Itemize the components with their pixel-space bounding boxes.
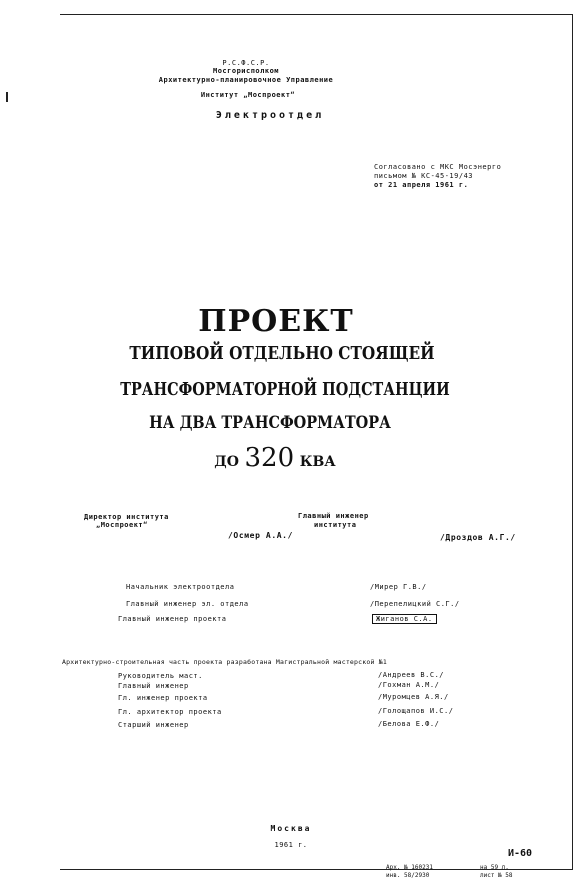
approval-line-1: Согласовано с МКС Мосэнерго [374, 163, 502, 171]
title-unit: КВА [299, 454, 336, 470]
arch-heading: Архитектурно-строительная часть проекта разработана Магистральной мастерской №1 [62, 658, 387, 666]
footer-code: И-60 [508, 848, 533, 859]
electro-role-2: Главный инженер эл. отдела [126, 600, 249, 608]
arch-name-1: /Андреев В.С./ [378, 671, 445, 679]
arch-name-2: /Гохман А.М./ [378, 681, 440, 689]
footer-sheet-number: лист № 58 [480, 872, 513, 879]
chief-engineer-name: /Дроздов А.Г./ [440, 533, 516, 542]
director-name: /Осмер А.А./ [228, 531, 293, 540]
director-org: „Моспроект“ [96, 521, 148, 529]
arch-role-4: Гл. архитектор проекта [118, 708, 222, 716]
title-line-1: ТИПОВОЙ ОТДЕЛЬНО СТОЯЩЕЙ [129, 343, 435, 364]
electro-name-1: /Мирер Г.В./ [370, 583, 427, 591]
header-rsfsr: Р.С.Ф.С.Р. [222, 59, 270, 67]
header-administration: Архитектурно-планировочное Управление [158, 76, 334, 84]
header-department: Электроотдел [215, 110, 325, 121]
arch-name-5: /Белова Е.Ф./ [378, 720, 440, 728]
arch-role-2: Главный инженер [118, 682, 189, 690]
chief-engineer-org: института [314, 521, 357, 529]
electro-role-3: Главный инженер проекта [118, 615, 227, 623]
approval-line-2: письмом № КС-45-19/43 [374, 172, 474, 180]
header-mosgorispolkom: Мосгорисполком [212, 67, 280, 75]
electro-role-1: Начальник электроотдела [126, 583, 235, 591]
header-institute: Институт „Моспроект“ [200, 91, 296, 99]
arch-name-3: /Муромцев А.Я./ [378, 693, 449, 701]
director-title: Директор института [84, 513, 169, 521]
document-sheet [60, 14, 573, 870]
footer-sheets-count: на 59 л. [480, 864, 509, 871]
electro-name-3: Жиганов С.А. [372, 614, 437, 624]
title-line-3: НА ДВА ТРАНСФОРМАТОРА [149, 413, 391, 433]
title-word: ПРОЕКТ [198, 304, 354, 339]
arch-name-4: /Голощапов И.С./ [378, 707, 454, 715]
footer-year: 1961 г. [274, 841, 308, 849]
arch-role-1: Руководитель маст. [118, 672, 203, 680]
arch-role-3: Гл. инженер проекта [118, 694, 208, 702]
electro-name-2: /Перепелицкий С.Г./ [370, 600, 460, 608]
title-number: 320 [244, 443, 295, 473]
footer-city: Москва [270, 824, 312, 833]
title-line-2: ТРАНСФОРМАТОРНОЙ ПОДСТАНЦИИ [120, 379, 450, 400]
arch-role-5: Старший инженер [118, 721, 189, 729]
chief-engineer-title: Главный инженер [298, 512, 369, 520]
approval-line-3: от 21 апреля 1961 г. [374, 181, 469, 189]
footer-archive-number: Арх. № 160231 [386, 864, 433, 871]
footer-inventory-number: инв. 58/2930 [386, 872, 430, 879]
title-prefix: ДО [214, 454, 239, 470]
margin-mark [6, 92, 8, 102]
title-line-4 [214, 443, 335, 473]
